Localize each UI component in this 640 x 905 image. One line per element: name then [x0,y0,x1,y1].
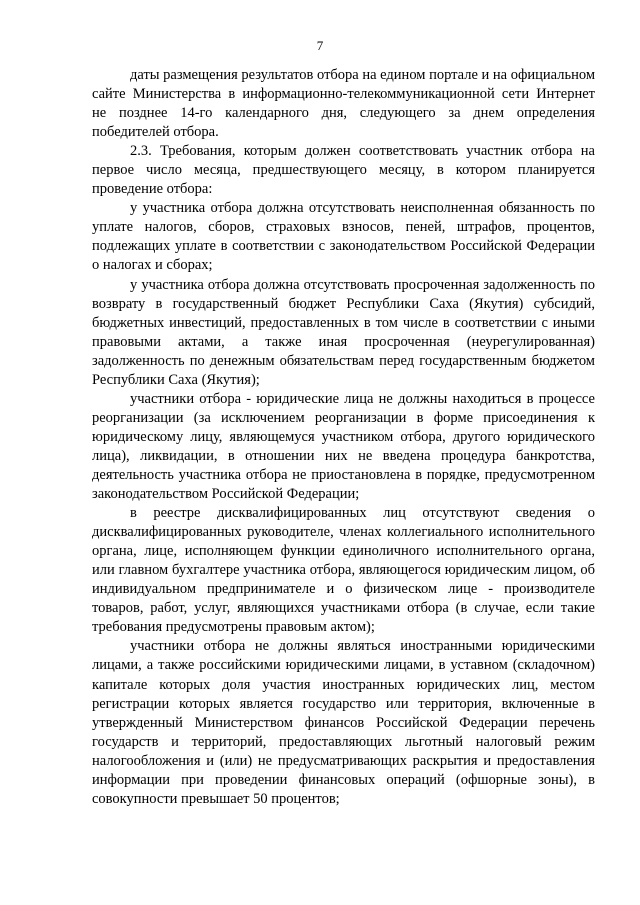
paragraph-section-2-3-requirements: 2.3. Требования, которым должен соответствовать участник отбора на первое число месяца, предшествующего месяцу, в котором планируется проведение отбора: [92,143,595,198]
paragraph-overdue-debt: у участника отбора должна отсутствовать просроченная задолженность по возврату в государственный бюджет Республики Саха (Якутия) субсидий, бюджетных инвестиций, предоставленных в том числе в соответствии с иными правовыми актами, а также иная просроченная (неурегулированная) задолженность по денежным обязательствам перед государственным бюджетом Республики Саха (Якутия); [92,276,595,388]
paragraph-reorganization: участники отбора - юридические лица не должны находиться в процессе реорганизации (за исключением реорганизации в форме присоединения к юридическому лицу, являющемуся участником отбора, другого юридического лица), ликвидации, в отношении них не введена процедура банкротства, деятельность участника отбора не приостановлена в порядке, предусмотренном законодательством Российской Федерации; [92,390,595,503]
document-body [92,66,595,809]
page-number: 7 [316,38,324,53]
paragraph-foreign-entities: участники отбора не должны являться иностранными юридическими лицами, а также российскими юридическими лицами, в уставном (складочном) капитале которых доля участия иностранных юридических лиц, местом регистрации которых является государство или территория, включенные в утвержденный Министерством финансов Российской Федерации перечень государств и территорий, предоставляющих льготный налоговый режим налогообложения и (или) не предусматривающих раскрытия и предоставления информации при проведении финансовых операций (офшорные зоны), в совокупности превышает 50 процентов; [92,638,595,807]
paragraph-tax-obligations: у участника отбора должна отсутствовать неисполненная обязанность по уплате налогов, сборов, страховых взносов, пеней, штрафов, процентов, подлежащих уплате в соответствии с законодательством Российской Федерации о налогах и сборах; [92,200,595,274]
paragraph-disqualified-persons: в реестре дисквалифицированных лиц отсутствуют сведения о дисквалифицированных руководителе, членах коллегиального исполнительного органа, лице, исполняющем функции единоличного исполнительного органа, или главном бухгалтере участника отбора, являющегося юридическим лицом, об индивидуальном предпринимателе и о физическом лице - производителе товаров, работ, услуг, являющихся участниками отбора (в случае, если такие требования предусмотрены правовым актом); [92,505,595,636]
paragraph-publication-deadline: даты размещения результатов отбора на едином портале и на официальном сайте Министерства в информационно-телекоммуникационной сети Интернет не позднее 14-го календарного дня, следующего за днем определения победителей отбора. [92,67,595,141]
